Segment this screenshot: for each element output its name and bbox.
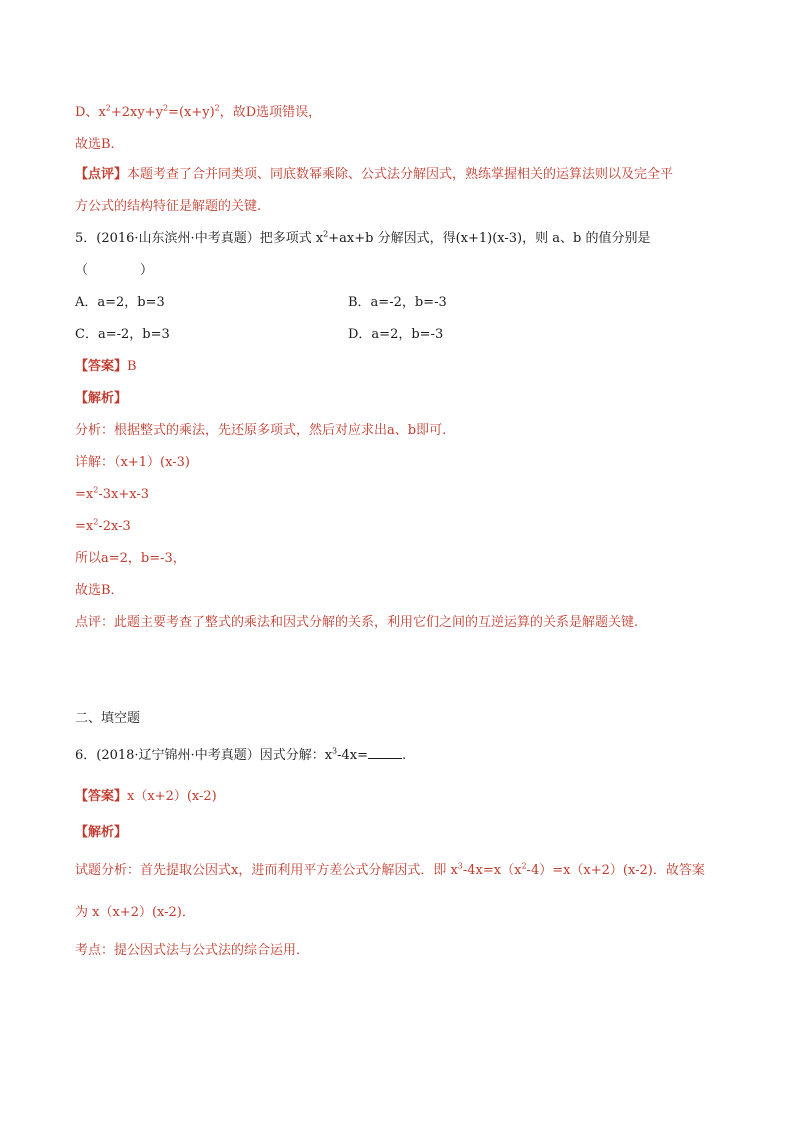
q5-stem: 5．(2016·山东滨州·中考真题）把多项式 $x^2+ax+b$ 分解因式，得(x+1)(x-3)，则 a、b 的值分别是: [75, 229, 651, 246]
answer-value: B: [127, 359, 137, 374]
q5-step-1: $=x^2-3x+x-3$: [75, 485, 149, 502]
q5-option-a: A．a=2，b=3: [75, 295, 165, 310]
q5-step-2: $=x^2-2x-3$: [75, 517, 131, 534]
option-d-label: D、: [75, 105, 99, 120]
q5-choose: 故选B．: [75, 583, 124, 598]
q6-trial-line-2: 为 x（x+2）(x-2)．: [75, 905, 195, 920]
q5-answer: [75, 358, 137, 376]
review-tag: 【点评】: [75, 167, 128, 182]
q5-so: 所以a=2，b=-3，: [75, 551, 186, 566]
answer-tag: 【答案】: [75, 359, 128, 374]
q5-detail: 详解：（x+1）(x-3): [75, 455, 190, 470]
q6-answer: [75, 788, 217, 806]
q5-option-b: B．a=-2，b=-3: [348, 295, 447, 310]
review-line-1: 【点评】本题考查了合并同类项、同底数幂乘除、公式法分解因式，熟练掌握相关的运算法则以及完全平: [75, 167, 674, 182]
answer-tag: 【答案】: [75, 789, 128, 804]
q5-option-c: C．a=-2，b=3: [75, 327, 170, 342]
q5-analysis-tag: 【解析】: [75, 391, 128, 406]
answer-value: x（x+2）(x-2): [127, 789, 217, 804]
option-d-line: D、$x^2+2xy+y^2=(x+y)^2$，故D选项错误，: [75, 103, 322, 120]
q6-kaodian: 考点：提公因式法与公式法的综合运用．: [75, 943, 310, 958]
answer-blank: [368, 746, 402, 759]
q5-analysis: 分析：根据整式的乘法，先还原多项式，然后对应求出a、b即可.: [75, 423, 447, 438]
q6-trial-line-1: 试题分析：首先提取公因式x，进而利用平方差公式分解因式．即 $x^3-4x=x(x^2-4)=x(x+2)(x-2)$．故答案: [75, 861, 705, 878]
q6-analysis-tag: 【解析】: [75, 825, 128, 840]
section-title: 二、填空题: [75, 711, 141, 726]
q5-comment: 点评：此题主要考查了整式的乘法和因式分解的关系，利用它们之间的互逆运算的关系是解题关键.: [75, 615, 639, 630]
review-line-2: 方公式的结构特征是解题的关键.: [75, 199, 262, 214]
choose-line: 故选B.: [75, 137, 115, 152]
q5-option-d: D．a=2，b=-3: [348, 327, 444, 342]
q6-stem: 6．(2018·辽宁锦州·中考真题）因式分解：$x^3-4x=$ .: [75, 746, 407, 763]
q5-answer-bracket: （ ）: [75, 263, 154, 278]
